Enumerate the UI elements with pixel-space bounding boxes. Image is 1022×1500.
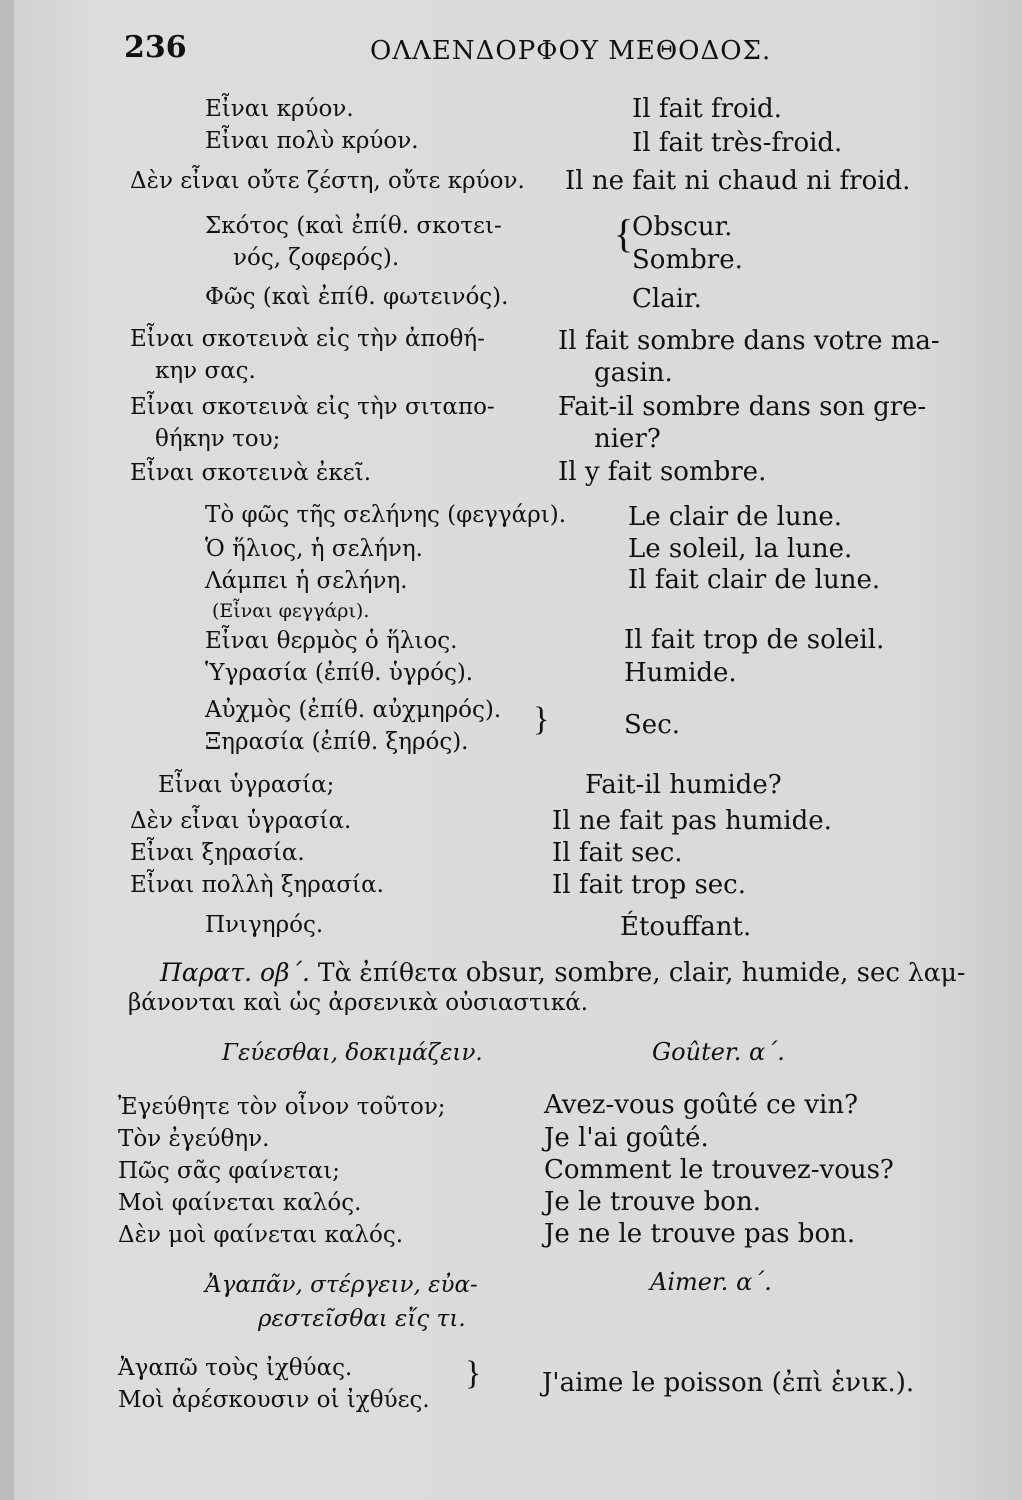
section-heading-greek-cont: ρεστεῖσθαι εἴς τι. <box>258 1306 466 1332</box>
french-line: Je ne le trouve pas bon. <box>544 1219 856 1249</box>
brace-mark: } <box>465 1355 482 1392</box>
note-text-b: obsur, sombre, clair, humide, sec <box>465 958 900 988</box>
brace-mark: } <box>533 701 550 738</box>
note-text-a: Τὰ ἐπίθετα <box>309 958 466 987</box>
greek-line: Δὲν μοὶ φαίνεται καλός. <box>118 1222 404 1248</box>
french-line: Avez-vous goûté ce vin? <box>544 1090 859 1120</box>
greek-line: Αὐχμὸς (ἐπίθ. αὐχμηρός). <box>205 697 502 723</box>
greek-line: Πῶς σᾶς φαίνεται; <box>118 1158 341 1184</box>
greek-line: Μοὶ φαίνεται καλός. <box>118 1190 362 1216</box>
french-line: J'aime le poisson (ἐπὶ ἑνικ.). <box>542 1368 915 1398</box>
greek-line: Εἶναι πολὺ κρύον. <box>205 128 419 154</box>
french-line: Le clair de lune. <box>628 502 843 532</box>
page-header <box>0 30 1022 70</box>
greek-line: Ἀγαπῶ τοὺς ἰχθύας. <box>118 1355 353 1381</box>
greek-line: (Εἶναι φεγγάρι). <box>212 600 370 622</box>
note-text-c: λαμ- <box>899 958 966 987</box>
french-line: Il fait trop de soleil. <box>624 625 885 655</box>
french-line: Fait-il sombre dans son gre- <box>558 392 927 422</box>
french-line: Le soleil, la lune. <box>628 534 853 564</box>
french-line: Il fait sombre dans votre ma- <box>558 326 940 356</box>
french-line: Il y fait sombre. <box>558 457 767 487</box>
greek-line: θήκην του; <box>155 426 281 452</box>
french-line: Sec. <box>624 710 681 740</box>
french-line: Sombre. <box>632 245 743 275</box>
section-heading-french: Goûter. α΄. <box>652 1038 785 1066</box>
page-gutter <box>0 0 14 1500</box>
greek-line: Ὁ ἥλιος, ἡ σελήνη. <box>205 536 423 562</box>
french-line: Il ne fait ni chaud ni froid. <box>565 166 911 196</box>
french-line: Il fait sec. <box>552 838 683 868</box>
grammar-note <box>160 958 965 988</box>
greek-line: Εἶναι πολλὴ ξηρασία. <box>130 872 384 898</box>
section-heading-greek: Γεύεσθαι, δοκιμάζειν. <box>222 1040 483 1066</box>
french-line: Clair. <box>632 284 702 314</box>
greek-line: Δὲν εἶναι οὔτε ζέστη, οὔτε κρύον. <box>130 168 525 194</box>
section-heading-greek: Ἀγαπᾶν, στέργειν, εὐα- <box>205 1272 478 1298</box>
french-line: Étouffant. <box>620 912 752 942</box>
french-line: Comment le trouvez-vous? <box>544 1155 894 1185</box>
greek-line: Τὸ φῶς τῆς σελήνης (φεγγάρι). <box>205 502 567 528</box>
greek-line: Φῶς (καὶ ἐπίθ. φωτεινός). <box>205 284 509 310</box>
greek-line: Ὑγρασία (ἐπίθ. ὑγρός). <box>205 660 474 686</box>
section-heading-french: Aimer. α΄. <box>650 1268 772 1296</box>
greek-line: Μοὶ ἀρέσκουσιν οἱ ἰχθύες. <box>118 1387 430 1413</box>
french-line: Je le trouve bon. <box>544 1187 761 1217</box>
french-line: Humide. <box>624 658 737 688</box>
french-line: Fait-il humide? <box>585 770 782 800</box>
greek-line: Εἶναι κρύον. <box>205 96 354 122</box>
greek-line: Λάμπει ἡ σελήνη. <box>205 568 408 594</box>
grammar-note-line2: βάνονται καὶ ὡς ἀρσενικὰ οὐσιαστικά. <box>128 990 589 1016</box>
greek-line: Σκότος (καὶ ἐπίθ. σκοτει- <box>205 213 502 239</box>
greek-line: Εἶναι ὑγρασία; <box>158 772 335 798</box>
greek-line: Εἶναι σκοτεινὰ εἰς τὴν σιταπο- <box>130 394 495 420</box>
running-title: ΟΛΛΕΝΔΟΡΦΟΥ ΜΕΘΟΔΟΣ. <box>370 36 772 66</box>
greek-line: Εἶναι σκοτεινὰ ἐκεῖ. <box>130 460 372 486</box>
greek-line: Ἐγεύθητε τὸν οἶνον τοῦτον; <box>118 1094 446 1120</box>
greek-line: νός, ζοφερός). <box>233 245 400 271</box>
french-line: Je l'ai goûté. <box>544 1123 709 1153</box>
french-line: nier? <box>594 424 661 454</box>
greek-line: Εἶναι ξηρασία. <box>130 840 305 866</box>
french-line: gasin. <box>594 358 673 388</box>
brace-mark: { <box>614 211 634 256</box>
french-line: Il ne fait pas humide. <box>552 806 832 836</box>
greek-line: Εἶναι θερμὸς ὁ ἥλιος. <box>205 628 458 654</box>
french-line: Il fait clair de lune. <box>628 565 881 595</box>
greek-line: Ξηρασία (ἐπίθ. ξηρός). <box>205 729 469 755</box>
french-line: Il fait trop sec. <box>552 870 746 900</box>
greek-line: κην σας. <box>155 358 256 384</box>
greek-line: Εἶναι σκοτεινὰ εἰς τὴν ἀποθή- <box>130 326 485 352</box>
french-line: Il fait très-froid. <box>632 128 843 158</box>
greek-line: Πνιγηρός. <box>205 912 324 938</box>
french-line: Obscur. <box>632 212 733 242</box>
page-number: 236 <box>124 30 187 65</box>
note-label: Παρατ. οβ΄. <box>160 958 310 987</box>
greek-line: Δὲν εἶναι ὑγρασία. <box>130 808 352 834</box>
greek-line: Τὸν ἐγεύθην. <box>118 1126 270 1152</box>
french-line: Il fait froid. <box>632 94 782 124</box>
